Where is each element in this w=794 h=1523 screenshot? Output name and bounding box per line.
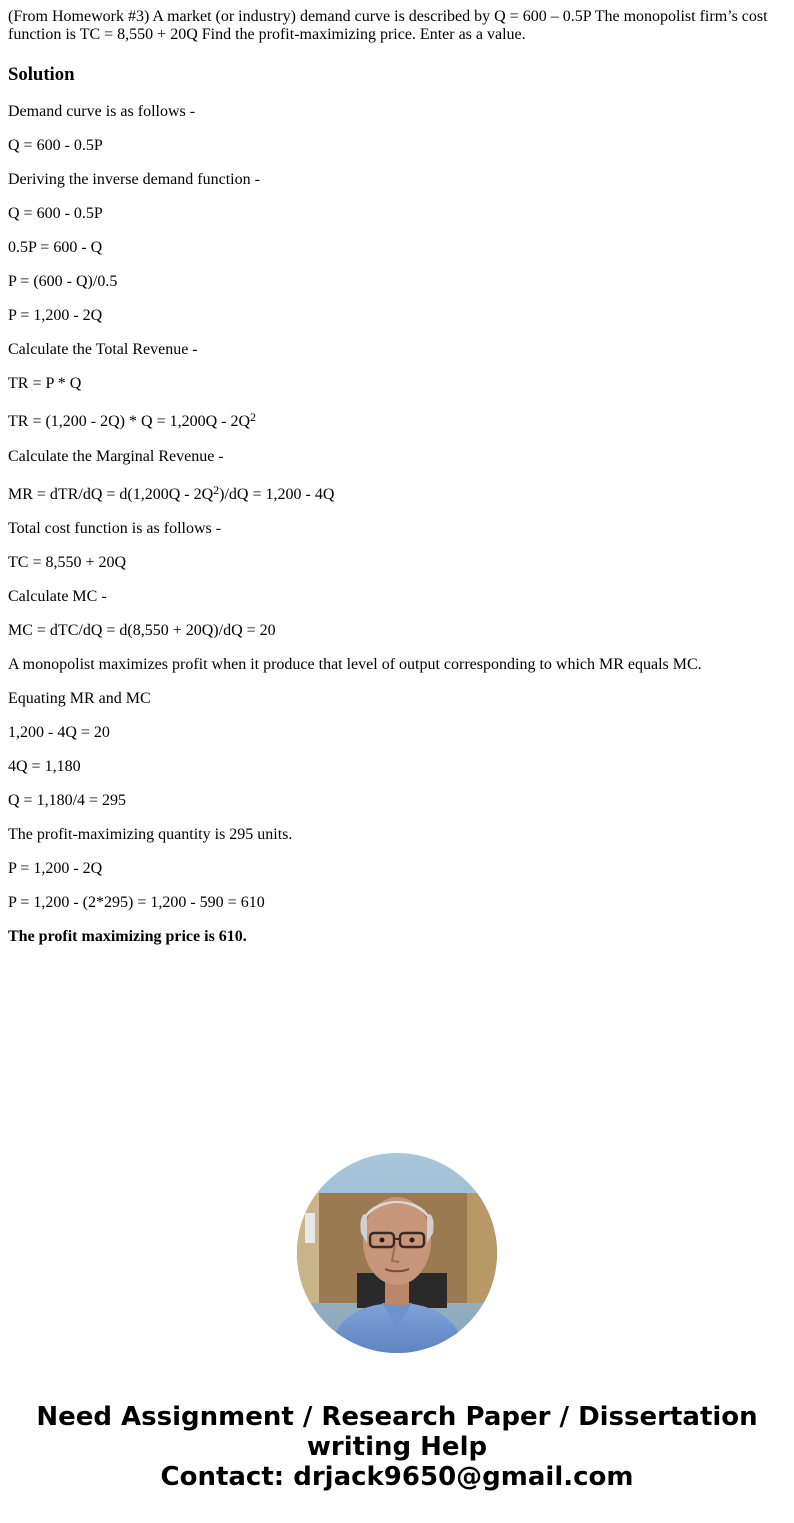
mr-text-start: MR = dTR/dQ = d(1,200Q - 2Q (8, 486, 214, 503)
step-line: Calculate the Marginal Revenue - (8, 448, 224, 465)
tr-text: TR = (1,200 - 2Q) * Q = 1,200Q - 2Q (8, 413, 251, 430)
mr-text-end: )/dQ = 1,200 - 4Q (219, 486, 335, 503)
step-line: Q = 600 - 0.5P (8, 205, 103, 222)
question-text: (From Homework #3) A market (or industry) demand curve is described by Q = 600 – 0.5P The monopolist firm’s cost function is TC = 8,550 + 20Q Find the profit-maximizing price. Enter as a value. (8, 8, 768, 43)
step-line: 4Q = 1,180 (8, 758, 81, 775)
step-line: Q = 1,180/4 = 295 (8, 792, 127, 809)
step-line: A monopolist maximizes profit when it produce that level of output corresponding to which MR equals MC. (8, 656, 702, 673)
contact-email: Contact: drjack9650@gmail.com (160, 1462, 634, 1492)
step-line: Calculate MC - (8, 588, 107, 605)
person-photo-icon (297, 1153, 497, 1353)
step-line: Total cost function is as follows - (8, 520, 222, 537)
step-line-tr (8, 409, 257, 431)
step-line: The profit-maximizing quantity is 295 units. (8, 826, 293, 843)
avatar-illustration (297, 1153, 497, 1353)
step-line: P = 1,200 - (2*295) = 1,200 - 590 = 610 (8, 894, 265, 911)
exponent: 2 (213, 482, 220, 497)
step-line: TR = P * Q (8, 375, 82, 392)
contact-line-1: Need Assignment / Research Paper / Dissertation (36, 1402, 758, 1432)
contact-banner (0, 1402, 794, 1492)
step-line: Calculate the Total Revenue - (8, 341, 198, 358)
step-line: Q = 600 - 0.5P (8, 137, 103, 154)
document-body (8, 8, 786, 86)
step-line: P = 1,200 - 2Q (8, 307, 103, 324)
step-line: 0.5P = 600 - Q (8, 239, 103, 256)
step-line: Deriving the inverse demand function - (8, 171, 260, 188)
step-line: TC = 8,550 + 20Q (8, 554, 127, 571)
step-line: P = (600 - Q)/0.5 (8, 273, 118, 290)
step-line-mr (8, 482, 335, 504)
step-line: 1,200 - 4Q = 20 (8, 724, 110, 741)
step-line: Equating MR and MC (8, 690, 151, 707)
exponent: 2 (250, 409, 257, 424)
step-line: MC = dTC/dQ = d(8,550 + 20Q)/dQ = 20 (8, 622, 276, 639)
solution-heading: Solution (8, 64, 75, 85)
step-line: P = 1,200 - 2Q (8, 860, 103, 877)
step-line: Demand curve is as follows - (8, 103, 196, 120)
contact-line-2: writing Help (306, 1432, 488, 1462)
final-answer: The profit maximizing price is 610. (8, 928, 247, 945)
